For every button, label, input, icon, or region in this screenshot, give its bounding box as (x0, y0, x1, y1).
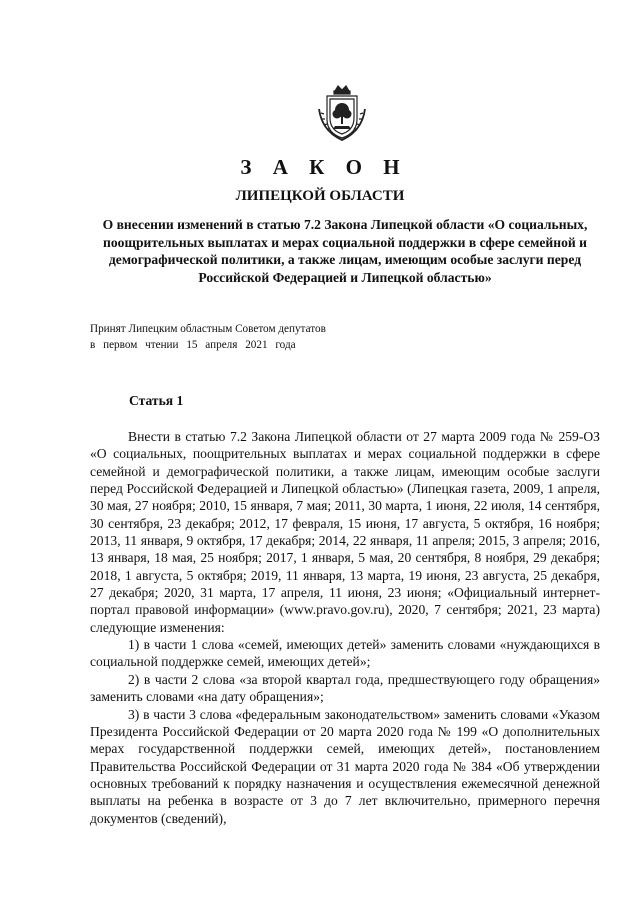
region-title: ЛИПЕЦКОЙ ОБЛАСТИ (235, 188, 405, 204)
adoption-note-line-1: Принят Липецким областным Советом депутатов (90, 323, 326, 335)
article-body (90, 428, 600, 827)
coat-of-arms-emblem (317, 83, 367, 143)
document-type-title: З А К О Н (240, 155, 408, 179)
article-paragraph: Внести в статью 7.2 Закона Липецкой области от 27 марта 2009 года № 259-ОЗ «О социальных, поощрительных выплатах и мерах социальной поддержки в сфере семейной и демографической политики, а также лицам, имеющим особые заслуги перед Российской Федерацией и Липецкой областью» (Липецкая газета, 2009, 1 апреля, 30 мая, 27 ноября; 2010, 15 января, 7 мая; 2011, 30 марта, 1 июня, 22 июля, 14 сентября, 30 сентября, 23 декабря; 2012, 17 февраля, 15 июня, 17 августа, 5 октября, 16 ноября; 2013, 11 января, 9 октября, 17 декабря; 2014, 22 января, 11 апреля; 2015, 3 апреля; 2016, 13 января, 18 мая, 25 ноября; 2017, 1 января, 5 мая, 20 сентября, 8 ноября, 29 декабря; 2018, 1 августа, 5 октября; 2019, 11 января, 13 марта, 19 июня, 23 августа, 25 декабря, 27 декабря; 2020, 31 марта, 17 апреля, 11 июня, 23 июня; «Официальный интернет-портал правовой информации» (www.pravo.gov.ru), 2020, 7 сентября; 2021, 23 марта) следующие изменения: (90, 429, 600, 635)
article-paragraph: 2) в части 2 слова «за второй квартал года, предшествующего году обращения» заменить словами «на дату обращения»; (90, 671, 600, 705)
article-paragraph: 1) в части 1 слова «семей, имеющих детей» заменить словами «нуждающихся в социальной поддержке семей, имеющих детей»; (90, 637, 600, 670)
law-subject: О внесении изменений в статью 7.2 Закона Липецкой области «О социальных, поощрительных выплатах и мерах социальной поддержки в сфере семейной и демографической политики, а также лицам, имеющим особые заслуги перед Российской Федерацией и Липецкой областью» (102, 217, 588, 285)
adoption-note-line-2: в первом чтении 15 апреля 2021 года (90, 338, 296, 351)
adoption-note (90, 322, 490, 353)
article-heading: Статья 1 (129, 393, 184, 408)
article-paragraph: 3) в части 3 слова «федеральным законодательством» заменить словами «Указом Президента Российской Федерации от 20 марта 2020 года № 199 «О дополнительных мерах государственной поддержки семей, имеющих детей», постановлением Правительства Российской Федерации от 31 марта 2020 года № 384 «Об утверждении основных требований к порядку назначения и осуществления ежемесячной денежной выплаты на ребенка в возрасте от 3 до 7 лет включительно, примерного перечня документов (сведений), (90, 706, 600, 826)
